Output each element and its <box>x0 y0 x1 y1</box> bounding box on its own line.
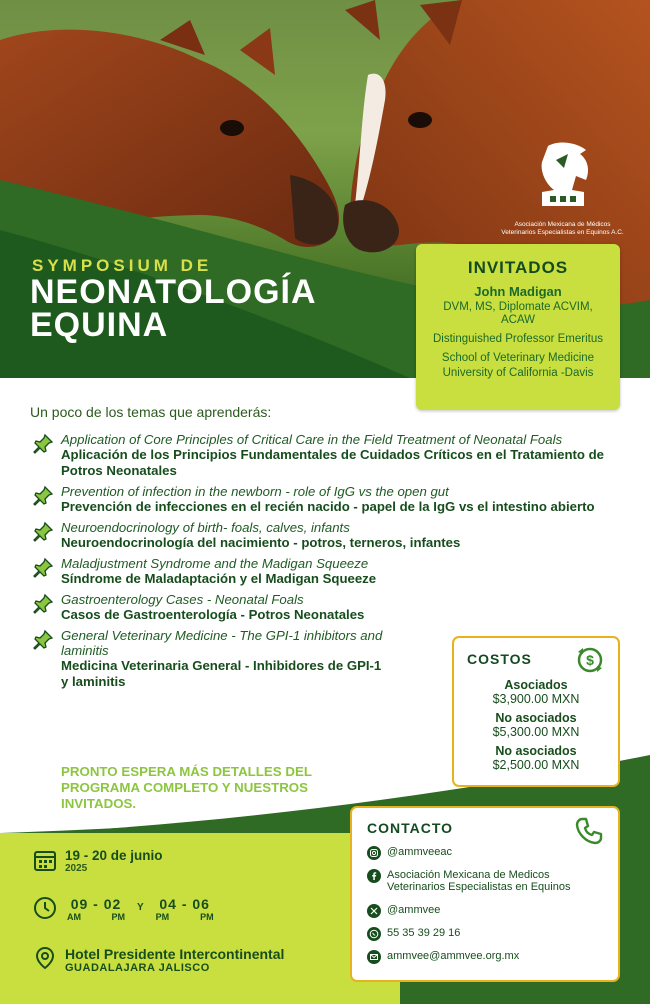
topic-es: Neuroendocrinología del nacimiento - potros, terneros, infantes <box>61 535 461 550</box>
pushpin-icon <box>32 521 54 543</box>
symposium-label: SYMPOSIUM DE <box>32 256 213 275</box>
contact-heading: CONTACTO <box>367 820 454 836</box>
costs-heading: COSTOS <box>467 651 532 667</box>
event-date-row <box>33 848 163 874</box>
time2-end-ampm: PM <box>200 912 214 922</box>
topic-en: Maladjustment Syndrome and the Madigan Squeeze <box>61 556 369 571</box>
event-city: GUADALAJARA JALISCO <box>65 962 210 974</box>
instagram-handle: @ammveeac <box>387 846 452 858</box>
association-logo <box>500 140 625 237</box>
x-handle: @ammvee <box>387 904 441 916</box>
svg-text:$: $ <box>586 652 594 668</box>
whatsapp-number: 55 35 39 29 16 <box>387 927 461 939</box>
clock-icon <box>33 896 57 920</box>
topic-en: General Veterinary Medicine - The GPI-1 inhibitors and laminitis <box>61 628 383 658</box>
logo-org-line2: Veterinarios Especialistas en Equinos A.C. <box>501 229 624 236</box>
title-line1: NEONATOLOGÍA <box>30 273 317 311</box>
topic-en: Neuroendocrinology of birth- foals, calves, infants <box>61 520 350 535</box>
guest-position: Distinguished Professor Emeritus <box>432 333 603 345</box>
phone-icon <box>574 816 604 846</box>
facebook-page: Asociación Mexicana de Medicos Veterinarios Especialistas en Equinos <box>387 869 571 893</box>
contact-instagram[interactable] <box>367 846 452 860</box>
facebook-icon <box>367 869 381 883</box>
topic-en: Prevention of infection in the newborn - role of IgG vs the open gut <box>61 484 449 499</box>
guests-heading: INVITADOS <box>467 258 569 277</box>
email-address: ammvee@ammvee.org.mx <box>387 950 520 962</box>
guest-school: School of Veterinary Medicine <box>441 352 595 364</box>
cost-label: No asociados <box>495 711 577 725</box>
time-conjunction: Y <box>137 902 144 913</box>
whatsapp-icon <box>367 927 381 941</box>
pushpin-icon <box>32 485 54 507</box>
pushpin-icon <box>32 557 54 579</box>
event-time-row <box>33 896 216 922</box>
topic-en: Gastroenterology Cases - Neonatal Foals <box>61 592 304 607</box>
pronto-notice: PRONTO ESPERA MÁS DETALLES DEL PROGRAMA COMPLETO Y NUESTROS INVITADOS. <box>61 764 312 811</box>
cost-label: No asociados <box>495 744 577 758</box>
event-venue-row <box>33 946 284 974</box>
time1-start-ampm: AM <box>67 912 81 922</box>
guests-card <box>416 244 620 410</box>
event-year: 2025 <box>65 863 88 874</box>
topic-en: Application of Core Principles of Critical Care in the Field Treatment of Neonatal Foals <box>61 432 563 447</box>
time2-start: 04 <box>159 896 177 912</box>
contact-x[interactable] <box>367 904 440 918</box>
cost-price: $2,500.00 MXN <box>492 758 580 772</box>
contact-card <box>350 806 620 982</box>
location-pin-icon <box>33 946 57 970</box>
event-times <box>65 896 216 922</box>
title-line2: EQUINA <box>30 306 169 344</box>
time1-end-ampm: PM <box>111 912 125 922</box>
pushpin-icon <box>32 433 54 455</box>
logo-org-line1: Asociación Mexicana de Médicos <box>514 221 611 228</box>
topic-es: Casos de Gastroenterología - Potros Neonatales <box>61 607 365 622</box>
time1-sep: - <box>93 896 99 912</box>
horse-logo-icon <box>528 140 598 212</box>
email-icon <box>367 950 381 964</box>
topic-es: Aplicación de los Principios Fundamentales de Cuidados Críticos en el Tratamiento de Potros Neonatales <box>61 447 605 478</box>
contact-email[interactable] <box>367 950 519 964</box>
calendar-icon <box>33 848 57 872</box>
money-exchange-icon <box>574 644 606 676</box>
instagram-icon <box>367 846 381 860</box>
topic-es: Síndrome de Maladaptación y el Madigan Squeeze <box>61 571 377 586</box>
list-item <box>32 628 392 690</box>
page-title <box>30 273 317 344</box>
list-item <box>32 520 622 551</box>
topics-intro: Un poco de los temas que aprenderás: <box>30 404 272 420</box>
time2-end: 06 <box>192 896 210 912</box>
time2-start-ampm: PM <box>155 912 170 922</box>
time1-end: 02 <box>103 896 122 912</box>
x-twitter-icon <box>367 904 381 918</box>
event-dates: 19 - 20 de junio <box>65 848 163 863</box>
time2-sep: - <box>181 896 188 912</box>
contact-facebook[interactable] <box>367 869 607 893</box>
list-item <box>32 432 622 479</box>
cost-price: $3,900.00 MXN <box>492 692 580 706</box>
topic-es: Medicina Veterinaria General - Inhibidores de GPI-1 y laminitis <box>61 658 382 689</box>
list-item <box>32 484 622 515</box>
time1-start: 09 <box>70 896 89 912</box>
costs-list <box>454 678 618 777</box>
cost-label: Asociados <box>504 678 568 692</box>
list-item <box>32 592 442 623</box>
guest-university: University of California -Davis <box>442 367 594 379</box>
guest-name: John Madigan <box>474 284 562 299</box>
cost-price: $5,300.00 MXN <box>492 725 580 739</box>
pushpin-icon <box>32 629 54 651</box>
guest-credentials: DVM, MS, Diplomate ACVIM, ACAW <box>443 301 593 326</box>
pushpin-icon <box>32 593 54 615</box>
contact-whatsapp[interactable] <box>367 927 460 941</box>
event-venue: Hotel Presidente Intercontinental <box>65 946 285 962</box>
topic-es: Prevención de infecciones en el recién nacido - papel de la IgG vs el intestino abierto <box>61 499 595 514</box>
costs-card <box>452 636 620 787</box>
list-item <box>32 556 442 587</box>
